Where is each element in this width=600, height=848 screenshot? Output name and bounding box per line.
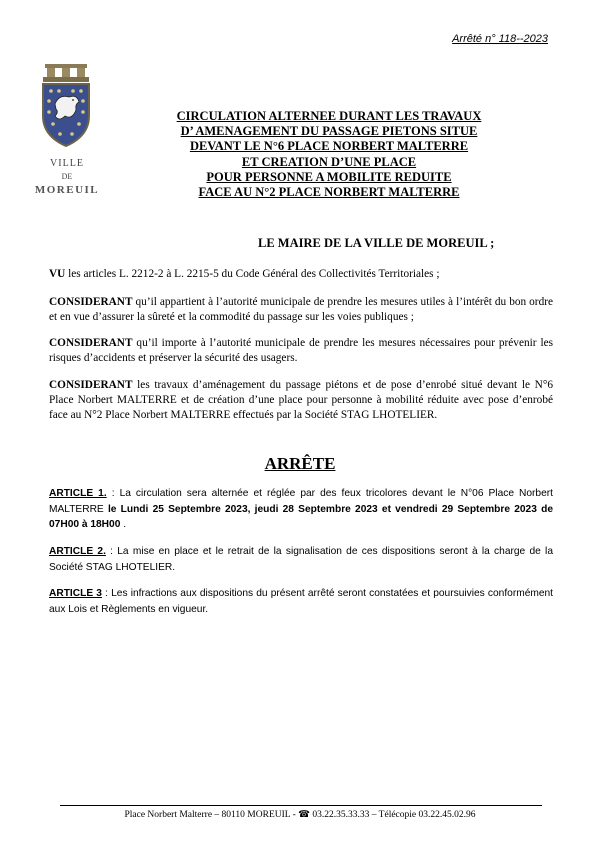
paragraph-lead: CONSIDERANT bbox=[49, 296, 133, 308]
footer-divider bbox=[60, 805, 542, 806]
title-line: POUR PERSONNE A MOBILITE REDUITE bbox=[206, 169, 452, 184]
title-line: DEVANT LE N°6 PLACE NORBERT MALTERRE bbox=[189, 139, 469, 154]
paragraph-text: les articles L. 2212-2 à L. 2215-5 du Code Général des Collectivités Territoriales ; bbox=[65, 268, 440, 280]
arrete-heading: ARRÊTE bbox=[264, 454, 336, 473]
title-line: FACE AU N°2 PLACE NORBERT MALTERRE bbox=[198, 185, 460, 200]
article-1 bbox=[49, 486, 553, 533]
considerant-paragraph-2 bbox=[49, 336, 553, 366]
article-text: La circulation sera alternée et réglée par des feux tricolores devant le N°06 Place Norbert MALTERRE bbox=[49, 488, 553, 515]
paragraph-lead: CONSIDERANT bbox=[49, 337, 133, 349]
logo-moreuil: MOREUIL bbox=[34, 184, 100, 196]
document-title bbox=[140, 109, 518, 200]
article-label: ARTICLE 1. bbox=[49, 488, 107, 499]
article-2 bbox=[49, 544, 553, 575]
paragraph-lead: VU bbox=[49, 268, 66, 280]
article-3 bbox=[49, 586, 553, 617]
article-separator: : bbox=[101, 588, 112, 599]
moreuil-coat-of-arms-icon bbox=[39, 64, 93, 148]
article-label: ARTICLE 3 bbox=[49, 588, 102, 599]
vu-paragraph bbox=[49, 267, 553, 282]
considerant-paragraph-1 bbox=[49, 295, 553, 325]
article-dates: le Lundi 25 Septembre 2023, jeudi 28 Septembre 2023 et vendredi 29 Septembre 2023 de 07H00 à 18H00 bbox=[49, 503, 553, 530]
paragraph-text: les travaux d’aménagement du passage piétons et de pose d’enrobé situé devant le N°6 Place Norbert MALTERRE et de création d’une place pour personne à mobilité réduite avec pose d’enrobé face au N°2 Place Norbert MALTERRE effectués par la Société STAG LHOTELIER. bbox=[49, 379, 553, 421]
paragraph-text: qu’il importe à l’autorité municipale de prendre les mesures nécessaires pour prévenir les risques d’accidents et préserver la sécurité des usagers. bbox=[49, 337, 553, 364]
article-tail: . bbox=[120, 519, 127, 530]
title-line: CIRCULATION ALTERNEE DURANT LES TRAVAUX bbox=[176, 109, 482, 123]
considerant-paragraph-3 bbox=[49, 378, 553, 423]
arrete-number: Arrêté n° 118--2023 bbox=[452, 33, 548, 45]
logo-de: DE bbox=[61, 172, 73, 181]
article-text: Les infractions aux dispositions du présent arrêté seront constatées et poursuivies conformément aux Lois et Règlements en vigueur. bbox=[49, 588, 554, 615]
paragraph-text: qu’il appartient à l’autorité municipale de prendre les mesures utiles à l’intérêt du bon ordre et en vue d’assurer la sûreté et la commodité du passage sur les voies publiques ; bbox=[49, 296, 553, 323]
logo-ville: VILLE bbox=[50, 158, 84, 169]
article-text: La mise en place et le retrait de la signalisation de ces dispositions seront à la charge de la Société STAG LHOTELIER. bbox=[49, 546, 553, 573]
paragraph-lead: CONSIDERANT bbox=[49, 379, 133, 391]
title-line: D’ AMENAGEMENT DU PASSAGE PIETONS SITUE bbox=[180, 124, 478, 139]
footer-address: Place Norbert Malterre – 80110 MOREUIL - ☎ 03.22.35.33.33 – Télécopie 03.22.45.02.96 bbox=[124, 810, 476, 820]
article-label: ARTICLE 2. bbox=[49, 546, 106, 557]
article-separator: : bbox=[106, 488, 120, 499]
title-line: ET CREATION D’UNE PLACE bbox=[241, 154, 417, 169]
article-separator: : bbox=[105, 546, 118, 557]
maire-heading: LE MAIRE DE LA VILLE DE MOREUIL ; bbox=[258, 236, 495, 250]
